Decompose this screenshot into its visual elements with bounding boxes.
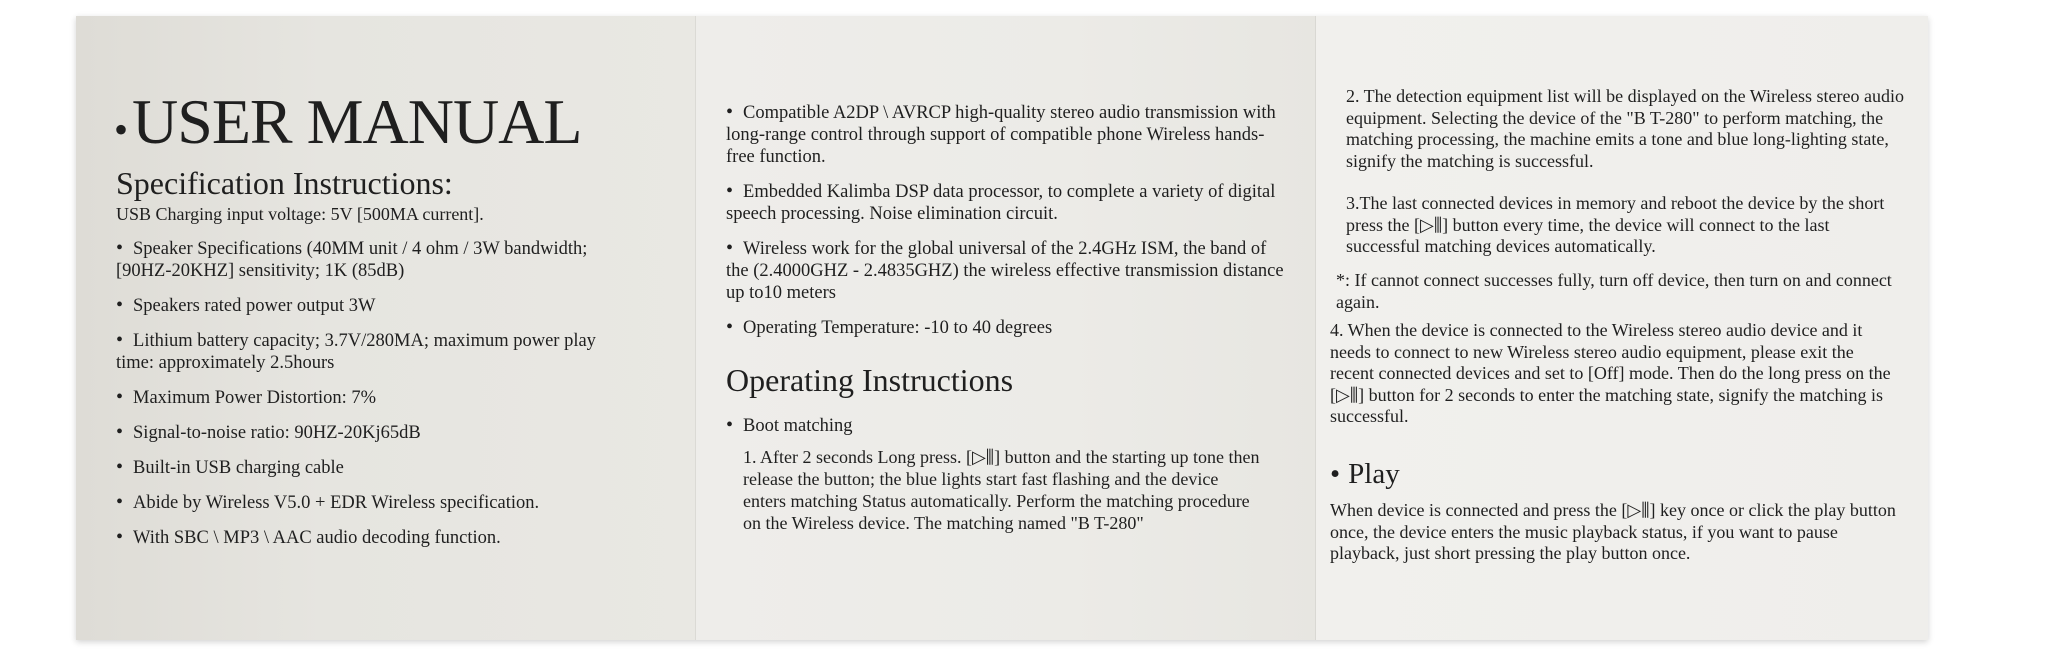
usb-charging-line: USB Charging input voltage: 5V [500MA current]. <box>116 204 484 224</box>
spec-item: • Speaker Specifications (40MM unit / 4 ohm / 3W bandwidth; [90HZ-20KHZ] sensitivity; 1K (85dB) <box>116 237 636 282</box>
operating-heading: Operating Instructions <box>726 362 1014 398</box>
feature-item: • Compatible A2DP \ AVRCP high-quality stereo audio transmission with long-range control through support of compatible phone Wireless hands-free function. <box>726 101 1286 168</box>
spec-item: • Signal-to-noise ratio: 90HZ-20Kj65dB <box>116 421 636 444</box>
spec-item: • Lithium battery capacity; 3.7V/280MA; maximum power play time: approximately 2.5hours <box>116 329 636 374</box>
spec-item: • Maximum Power Distortion: 7% <box>116 386 636 409</box>
feature-item: • Wireless work for the global universal of the 2.4GHz ISM, the band of the (2.4000GHZ - 2.4835GHZ) the wireless effective transmission distance up to10 meters <box>726 237 1286 304</box>
step-2: 2. The detection equipment list will be displayed on the Wireless stereo audio equipment. Selecting the device of the "B T-280" to perform matching, the matching processing, the machine emits a tone and blue long-lighting state, signify the matching is successful. <box>1346 86 1904 171</box>
step-3: 3.The last connected devices in memory and reboot the device by the short press the [▷⫼] button every time, the device will connect to the last successful matching devices automatically. <box>1346 193 1885 256</box>
feature-list <box>726 101 1286 351</box>
page-title: USER MANUAL <box>132 86 582 157</box>
reconnect-note: *: If cannot connect successes fully, turn off device, then turn on and connect again. <box>1336 270 1892 312</box>
spec-item: • Built-in USB charging cable <box>116 456 636 479</box>
spec-heading: Specification Instructions: <box>116 165 453 201</box>
title-bullet: • <box>114 107 129 152</box>
step-4: 4. When the device is connected to the Wireless stereo audio device and it needs to connect to new Wireless stereo audio equipment, please exit the recent connected devices and set to [Off] mode. Then do the long press on the [▷⫼] button for 2 seconds to enter the matching state, signify the matching is successful. <box>1330 320 1891 426</box>
spec-list <box>116 237 636 561</box>
panel-features-operating <box>696 16 1316 640</box>
panel-pairing-play <box>1316 16 1928 640</box>
title-block <box>114 86 582 157</box>
panel-specifications <box>76 16 696 640</box>
boot-list <box>726 414 1286 449</box>
play-instructions: When device is connected and press the [▷⫼] key once or click the play button once, the device enters the music playback status, if you want to pause playback, just short pressing the play button once. <box>1330 500 1896 563</box>
spec-item: • With SBC \ MP3 \ AAC audio decoding function. <box>116 526 636 549</box>
manual-sheet <box>76 16 1928 640</box>
feature-item: • Operating Temperature: -10 to 40 degrees <box>726 316 1286 339</box>
play-heading: • Play <box>1330 460 1400 489</box>
feature-item: • Embedded Kalimba DSP data processor, to complete a variety of digital speech processing. Noise elimination circuit. <box>726 180 1286 225</box>
spec-item: • Speakers rated power output 3W <box>116 294 636 317</box>
spec-item: • Abide by Wireless V5.0 + EDR Wireless specification. <box>116 491 636 514</box>
boot-matching-label: • Boot matching <box>726 414 1286 437</box>
step-1: 1. After 2 seconds Long press. [▷⫼] button and the starting up tone then release the button; the blue lights start fast flashing and the device enters matching Status automatically. Perform the matching procedure on the Wireless device. The matching named "B T-280" <box>743 447 1260 533</box>
